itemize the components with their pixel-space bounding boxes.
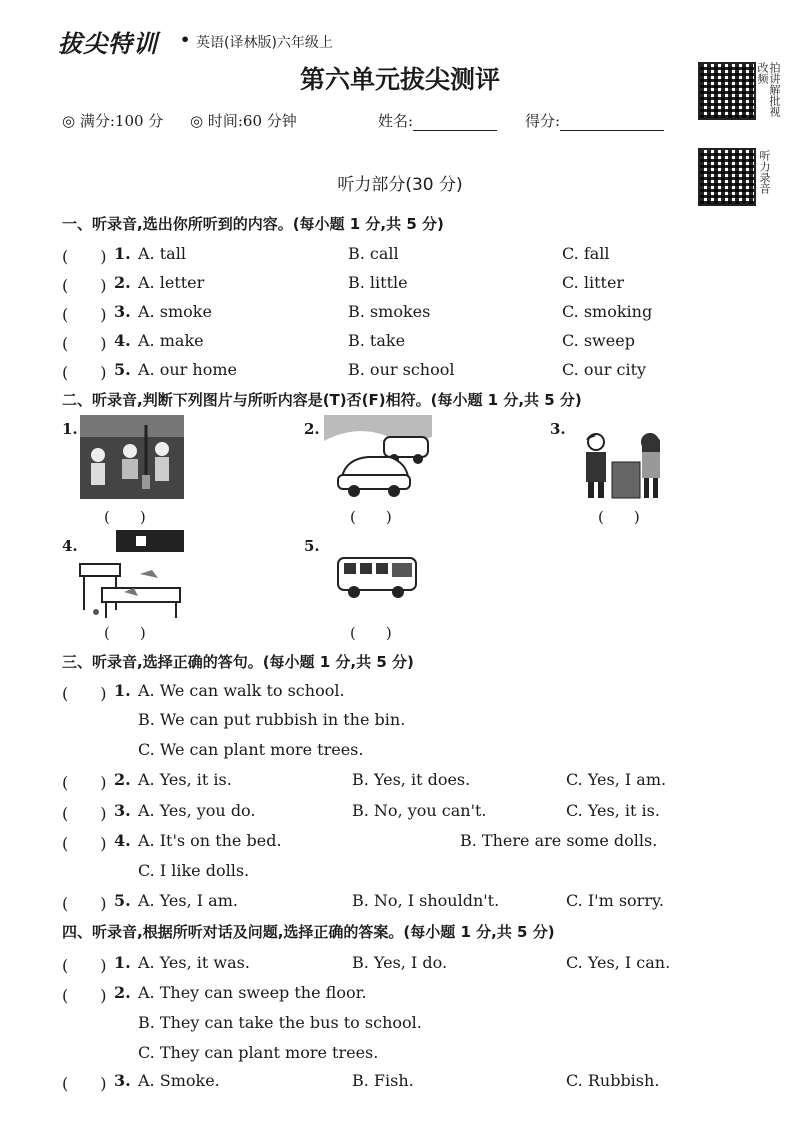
option-c: C. Yes, I am.	[566, 770, 667, 789]
answer-paren[interactable]: ( )	[62, 894, 107, 913]
page-title: 第六单元拔尖测评	[299, 65, 500, 94]
child-body	[122, 459, 138, 479]
answer-blank[interactable]: ( )	[350, 508, 392, 526]
answer-blank[interactable]: ( )	[104, 624, 146, 642]
score-label: 得分:	[525, 112, 561, 130]
answer-paren[interactable]: ( )	[62, 276, 107, 295]
option-c: C. Yes, I can.	[566, 953, 671, 972]
option-a: A. tall	[138, 244, 186, 263]
section-title: 三、听录音,选择正确的答句。(每小题 1 分,共 5 分)	[62, 653, 414, 671]
option-c: C. smoking	[562, 302, 653, 321]
option-c: C. sweep	[562, 331, 635, 350]
answer-paren[interactable]: ( )	[62, 334, 107, 353]
notice	[136, 536, 146, 546]
answer-blank[interactable]: ( )	[598, 508, 640, 526]
score-blank[interactable]	[560, 114, 664, 131]
picture-number: 2.	[304, 420, 320, 438]
option-b: B. Yes, it does.	[352, 770, 471, 789]
option-a: A. Smoke.	[138, 1071, 220, 1090]
litter	[140, 570, 158, 578]
brand-dot: •	[180, 30, 191, 49]
answer-paren[interactable]: ( )	[62, 363, 107, 382]
blackboard	[116, 530, 184, 552]
leg	[644, 478, 649, 498]
option-a: A. Yes, I am.	[138, 891, 238, 910]
litter	[93, 609, 99, 615]
question-number: 3.	[114, 302, 131, 321]
option-a: A. Yes, it was.	[138, 953, 250, 972]
option-b: B. No, you can't.	[352, 801, 487, 820]
question-number: 1.	[114, 681, 131, 700]
part-title: 听力部分(30 分)	[337, 175, 463, 195]
question-number: 2.	[114, 273, 131, 292]
section-title: 一、听录音,选出你所听到的内容。(每小题 1 分,共 5 分)	[62, 215, 444, 233]
bin	[612, 462, 640, 498]
question-number: 1.	[114, 953, 131, 972]
rubbish-bin-picture	[576, 432, 672, 500]
option-a: A. smoke	[138, 302, 212, 321]
option-a: A. It's on the bed.	[138, 831, 282, 850]
question-number: 2.	[114, 770, 131, 789]
bus-window	[360, 563, 372, 574]
answer-paren[interactable]: ( )	[62, 684, 107, 703]
name-label: 姓名:	[378, 112, 414, 130]
child-body	[155, 457, 169, 481]
option-c: C. our city	[562, 360, 647, 379]
answer-paren[interactable]: ( )	[62, 305, 107, 324]
book-title: 英语(译林版)六年级上	[196, 35, 333, 51]
wheel	[388, 485, 400, 497]
question-number: 3.	[114, 1071, 131, 1090]
picture-number: 1.	[62, 420, 78, 438]
wheel	[348, 586, 360, 598]
option-b: B. We can put rubbish in the bin.	[138, 710, 406, 729]
option-a: A. They can sweep the floor.	[138, 983, 367, 1002]
option-a: A. letter	[138, 273, 205, 292]
picture-number: 3.	[550, 420, 566, 438]
option-c: C. fall	[562, 244, 610, 263]
option-c: C. Rubbish.	[566, 1071, 660, 1090]
name-blank[interactable]	[413, 114, 497, 131]
option-b: B. little	[348, 273, 408, 292]
option-a: A. Yes, you do.	[138, 801, 256, 820]
qr-label: 拍讲解批视改频	[756, 62, 781, 117]
answer-paren[interactable]: ( )	[62, 773, 107, 792]
answer-paren[interactable]: ( )	[62, 834, 107, 853]
qr-label: 听力录音	[758, 150, 771, 194]
girl-hair	[642, 433, 660, 454]
option-b: B. No, I shouldn't.	[352, 891, 500, 910]
bus-window	[376, 563, 388, 574]
answer-paren[interactable]: ( )	[62, 247, 107, 266]
option-b: B. They can take the bus to school.	[138, 1013, 422, 1032]
answer-paren[interactable]: ( )	[62, 986, 107, 1005]
option-a: A. We can walk to school.	[138, 681, 345, 700]
option-a: A. make	[138, 331, 204, 350]
wheel	[348, 485, 360, 497]
section-title: 四、听录音,根据所听对话及问题,选择正确的答案。(每小题 1 分,共 5 分)	[62, 923, 555, 941]
bus-window	[344, 563, 356, 574]
child-head	[155, 442, 169, 456]
child-body	[91, 463, 105, 485]
wheel	[392, 586, 404, 598]
picture-number: 5.	[304, 537, 320, 555]
answer-paren[interactable]: ( )	[62, 956, 107, 975]
option-c: C. We can plant more trees.	[138, 740, 364, 759]
leg	[653, 478, 658, 498]
leg	[598, 482, 604, 498]
picture-number: 4.	[62, 537, 78, 555]
sky	[80, 415, 184, 437]
name-field[interactable]	[378, 110, 497, 131]
option-b: B. call	[348, 244, 399, 263]
option-b: B. There are some dolls.	[460, 831, 658, 850]
bus-picture	[336, 556, 418, 600]
car-back	[384, 437, 428, 457]
cars-picture	[324, 415, 432, 501]
question-number: 2.	[114, 983, 131, 1002]
option-b: B. smokes	[348, 302, 431, 321]
car-body	[338, 475, 410, 489]
question-number: 5.	[114, 891, 131, 910]
question-number: 1.	[114, 244, 131, 263]
qr-code-icon[interactable]	[698, 62, 756, 120]
option-c: C. They can plant more trees.	[138, 1043, 379, 1062]
classroom-picture	[80, 530, 186, 618]
option-b: B. Fish.	[352, 1071, 414, 1090]
bucket	[142, 475, 150, 489]
boy-body	[586, 452, 606, 482]
answer-paren[interactable]: ( )	[62, 804, 107, 823]
answer-paren[interactable]: ( )	[62, 1074, 107, 1093]
option-c: C. Yes, it is.	[566, 801, 660, 820]
score-field[interactable]	[525, 110, 664, 131]
wheel	[413, 454, 423, 464]
full-score: ◎ 满分:100 分	[62, 112, 164, 130]
leg	[588, 482, 594, 498]
child-head	[123, 444, 137, 458]
option-a: A. our home	[138, 360, 237, 379]
question-number: 5.	[114, 360, 131, 379]
option-b: B. our school	[348, 360, 455, 379]
brand-logo: 拔尖特训	[58, 30, 158, 58]
girl-body	[642, 452, 660, 478]
planting-trees-picture	[80, 415, 184, 499]
option-c: C. I'm sorry.	[566, 891, 664, 910]
option-c: C. litter	[562, 273, 625, 292]
desk	[80, 564, 120, 576]
option-c: C. I like dolls.	[138, 861, 250, 880]
option-b: B. Yes, I do.	[352, 953, 448, 972]
child-head	[91, 448, 105, 462]
section-title: 二、听录音,判断下列图片与所听内容是(T)否(F)相符。(每小题 1 分,共 5 分)	[62, 391, 582, 409]
option-b: B. take	[348, 331, 406, 350]
answer-blank[interactable]: ( )	[350, 624, 392, 642]
bus-windshield	[392, 563, 412, 577]
question-number: 3.	[114, 801, 131, 820]
desk	[102, 588, 180, 602]
question-number: 4.	[114, 331, 131, 350]
option-a: A. Yes, it is.	[138, 770, 232, 789]
answer-blank[interactable]: ( )	[104, 508, 146, 526]
question-number: 4.	[114, 831, 131, 850]
time-limit: ◎ 时间:60 分钟	[190, 112, 297, 130]
